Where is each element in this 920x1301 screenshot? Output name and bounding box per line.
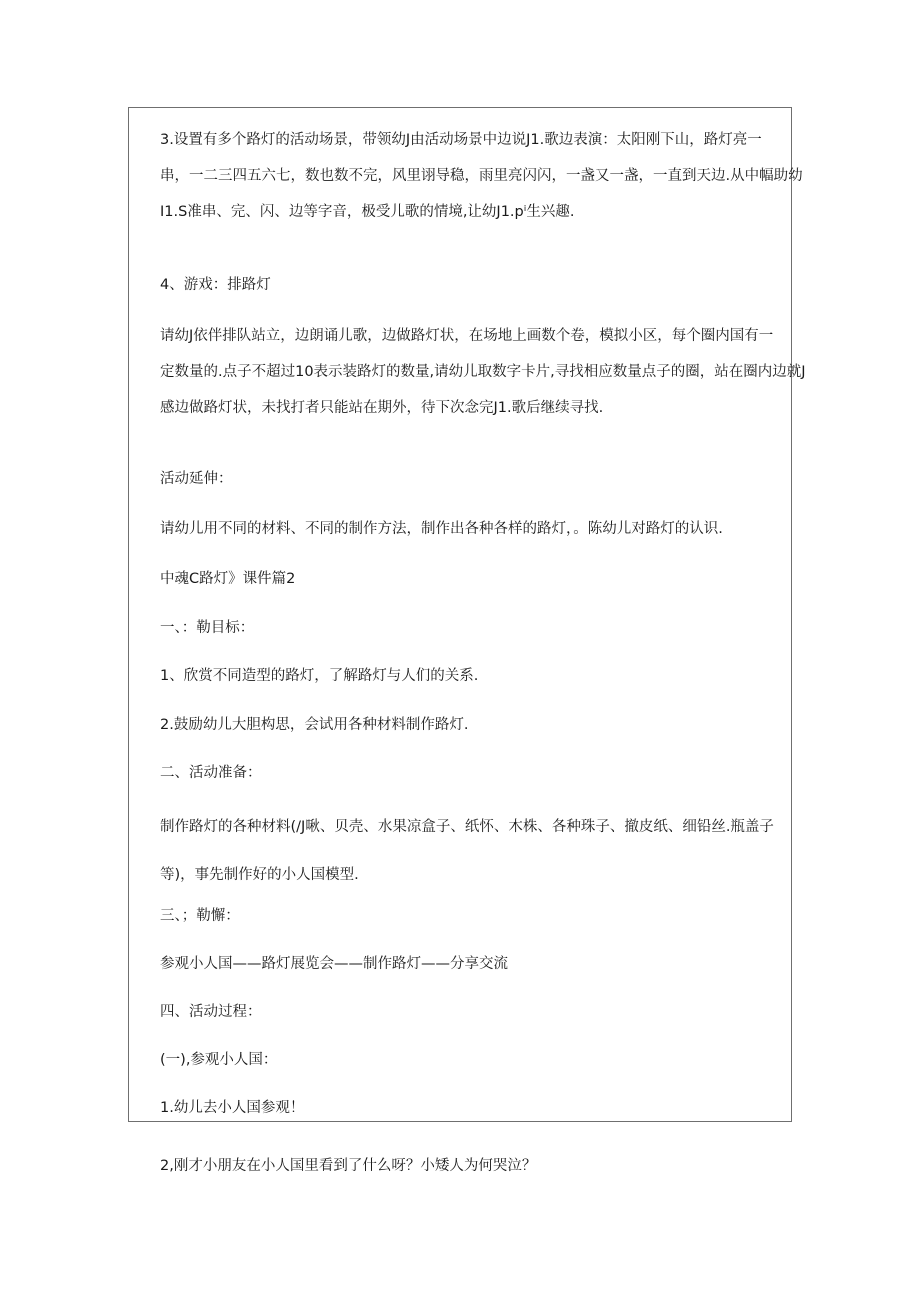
text-line: 一、：勒目标： bbox=[160, 620, 255, 636]
section-heading bbox=[160, 610, 786, 646]
text-line: 串，一二三四五六七，数也数不完，风里诩导稳，雨里亮闪闪，一盏又一盏，一直到天边.从中幅助幼 bbox=[160, 168, 803, 184]
text-line: 二、活动准备： bbox=[160, 765, 262, 781]
text-line: 1、欣赏不同造型的路灯，了解路灯与人们的关系. bbox=[160, 668, 479, 684]
text-line: I1.S准串、完、闪、边等字音，极受儿歌的情境,让幼J1.pⁱ生兴趣. bbox=[160, 204, 575, 220]
text-line: 制作路灯的各种材料(/J啾、贝壳、水果凉盒子、纸怀、木株、各种珠子、撤皮纸、细铅丝.瓶盖子 bbox=[160, 819, 774, 835]
text-line: 参观小人国——路灯展览会——制作路灯——分享交流 bbox=[160, 956, 508, 972]
paragraph bbox=[160, 122, 803, 230]
text-line: 四、活动过程： bbox=[160, 1004, 262, 1020]
section-heading bbox=[160, 755, 786, 791]
section-heading bbox=[160, 267, 786, 303]
section-heading bbox=[160, 994, 786, 1030]
text-line: 活动延伸： bbox=[160, 471, 233, 487]
text-line: 中魂C路灯》课件篇2 bbox=[160, 571, 296, 587]
section-title bbox=[160, 561, 786, 597]
text-line: 等)，事先制作好的小人国模型. bbox=[160, 867, 359, 883]
text-line: 感边做路灯状，未找打者只能站在期外，待下次念完J1.歌后继续寻找. bbox=[160, 400, 604, 416]
list-item bbox=[160, 1090, 786, 1126]
text-line: 请幼儿用不同的材料、不同的制作方法，制作出各种各样的路灯，。陈幼儿对路灯的认识. bbox=[160, 521, 723, 537]
paragraph bbox=[160, 946, 786, 982]
paragraph bbox=[160, 318, 806, 426]
text-line: 3.设置有多个路灯的活动场景，带领幼J由活动场景中边说J1.歌边表演：太阳刚下山，路灯亮一 bbox=[160, 132, 762, 148]
text-line: (一),参观小人国： bbox=[160, 1052, 278, 1068]
text-line: 定数量的.点子不超过10表示装路灯的数量,请幼儿取数字卡片,寻找相应数量点子的圈，站在圈内边就J bbox=[160, 364, 806, 380]
subsection-heading bbox=[160, 1042, 786, 1078]
paragraph bbox=[160, 511, 786, 547]
paragraph bbox=[160, 803, 786, 899]
section-heading bbox=[160, 898, 786, 934]
list-item bbox=[160, 658, 786, 694]
text-line: 2,刚才小朋友在小人国里看到了什么呀？小矮人为何哭泣？ bbox=[160, 1158, 537, 1174]
text-line: 请幼J依伴排队站立，边朗诵儿歌，边做路灯状，在场地上画数个卷，模拟小区，每个圈内国有一 bbox=[160, 328, 774, 344]
text-line: 2.鼓励幼儿大胆构思，会试用各种材料制作路灯. bbox=[160, 717, 469, 733]
list-item bbox=[160, 1148, 536, 1184]
text-line: 1.幼儿去小人国参观！ bbox=[160, 1100, 305, 1116]
text-line: 三、；勒懈： bbox=[160, 908, 240, 924]
text-line: 4、游戏：排路灯 bbox=[160, 277, 271, 293]
list-item bbox=[160, 707, 786, 743]
section-heading bbox=[160, 461, 786, 497]
